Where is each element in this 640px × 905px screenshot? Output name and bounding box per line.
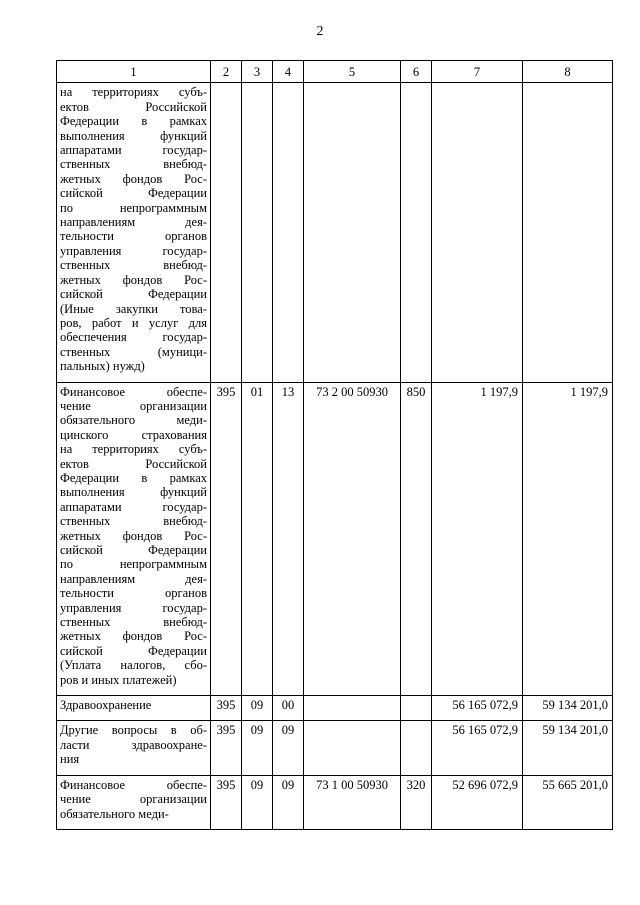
header-cell-6: 6: [401, 61, 432, 83]
section-cell: 01: [242, 382, 273, 696]
header-cell-8: 8: [523, 61, 613, 83]
section-cell: [242, 83, 273, 382]
description-line: ственных внебюд-: [60, 615, 207, 630]
table-body: [57, 83, 613, 830]
description-line: цинского страхования: [60, 427, 207, 442]
expense-type-cell: 320: [401, 775, 432, 829]
description-line: по непрограммным: [60, 557, 207, 572]
target-item-cell: [304, 721, 401, 775]
description-line: ров, работ и услуг для: [60, 315, 207, 330]
grbs-cell: [211, 83, 242, 382]
description-line: Финансовое обеспе-: [60, 777, 207, 792]
description-line: обязательного меди-: [60, 413, 207, 428]
amount-2-cell: 59 134 201,0: [523, 721, 613, 775]
amount-2-cell: [523, 83, 613, 382]
description-line: жетных фондов Рос-: [60, 629, 207, 644]
table-row: [57, 83, 613, 382]
grbs-cell: 395: [211, 382, 242, 696]
table-row: [57, 696, 613, 721]
description-line: ектов Российской: [60, 99, 207, 114]
target-item-cell: 73 1 00 50930: [304, 775, 401, 829]
description-line: сийской Федерации: [60, 287, 207, 302]
description-line: чение организации: [60, 792, 207, 807]
description-line: Федерации в рамках: [60, 470, 207, 485]
description-line: Финансовое обеспе-: [60, 384, 207, 399]
description-line: (Иные закупки това-: [60, 301, 207, 316]
description-line: ров и иных платежей): [60, 672, 177, 687]
description-line: по непрограммным: [60, 200, 207, 215]
description-line: обязательного меди-: [60, 806, 169, 821]
header-cell-1: 1: [57, 61, 211, 83]
table-row: [57, 382, 613, 696]
description-line: на территориях субъ-: [60, 442, 207, 457]
expense-type-cell: [401, 721, 432, 775]
amount-2-cell: 59 134 201,0: [523, 696, 613, 721]
header-cell-4: 4: [273, 61, 304, 83]
target-item-cell: [304, 696, 401, 721]
subsection-cell: 09: [273, 775, 304, 829]
header-cell-7: 7: [432, 61, 523, 83]
description-line: Здравоохранение: [60, 698, 152, 713]
description-cell: [57, 721, 211, 775]
page-number: 2: [316, 24, 324, 39]
grbs-cell: 395: [211, 696, 242, 721]
description-line: направлениям дея-: [60, 215, 207, 230]
expense-type-cell: [401, 83, 432, 382]
table-row: [57, 775, 613, 829]
description-line: чение организации: [60, 398, 207, 413]
description-line: сийской Федерации: [60, 543, 207, 557]
description-cell: [57, 696, 211, 721]
description-cell: [57, 775, 211, 829]
description-line: аппаратами государ-: [60, 143, 207, 158]
budget-table: [56, 60, 613, 830]
description-line: ственных (муници-: [60, 344, 207, 359]
amount-1-cell: 56 165 072,9: [432, 721, 523, 775]
description-line: Другие вопросы в об-: [60, 723, 207, 738]
description-line: жетных фондов Рос-: [60, 272, 207, 287]
section-cell: 09: [242, 721, 273, 775]
description-line: тельности органов: [60, 586, 207, 601]
expense-type-cell: [401, 696, 432, 721]
description-line: пальных) нужд): [60, 359, 145, 374]
amount-1-cell: [432, 83, 523, 382]
subsection-cell: [273, 83, 304, 382]
description-line: выполнения функций: [60, 485, 207, 500]
amount-1-cell: 52 696 072,9: [432, 775, 523, 829]
header-cell-2: 2: [211, 61, 242, 83]
description-line: жетных фондов Рос-: [60, 528, 207, 543]
table-header-row: [57, 61, 613, 83]
subsection-cell: 13: [273, 382, 304, 696]
description-line: сийской Федерации: [60, 186, 207, 201]
amount-1-cell: 1 197,9: [432, 382, 523, 696]
header-cell-3: 3: [242, 61, 273, 83]
description-line: обеспечения государ-: [60, 330, 207, 345]
amount-2-cell: 55 665 201,0: [523, 775, 613, 829]
description-line: на территориях субъ-: [60, 85, 207, 100]
subsection-cell: 09: [273, 721, 304, 775]
description-line: Федерации в рамках: [60, 114, 207, 129]
amount-2-cell: 1 197,9: [523, 382, 613, 696]
target-item-cell: 73 2 00 50930: [304, 382, 401, 696]
description-line: жетных фондов Рос-: [60, 171, 207, 186]
section-cell: 09: [242, 696, 273, 721]
description-line: ственных внебюд-: [60, 258, 207, 273]
section-cell: 09: [242, 775, 273, 829]
description-line: ственных внебюд-: [60, 514, 207, 529]
description-cell: [57, 83, 211, 382]
table-row: [57, 721, 613, 775]
grbs-cell: 395: [211, 775, 242, 829]
description-line: аппаратами государ-: [60, 499, 207, 514]
grbs-cell: 395: [211, 721, 242, 775]
description-line: сийской Федерации: [60, 643, 207, 658]
target-item-cell: [304, 83, 401, 382]
subsection-cell: 00: [273, 696, 304, 721]
description-line: ектов Российской: [60, 456, 207, 471]
description-line: ния: [60, 752, 80, 767]
expense-type-cell: 850: [401, 382, 432, 696]
description-line: (Уплата налогов, сбо-: [60, 658, 207, 673]
amount-1-cell: 56 165 072,9: [432, 696, 523, 721]
description-line: ственных внебюд-: [60, 157, 207, 172]
header-cell-5: 5: [304, 61, 401, 83]
description-line: управления государ-: [60, 243, 207, 258]
description-line: направлениям дея-: [60, 571, 207, 586]
description-line: тельности органов: [60, 229, 207, 244]
description-line: выполнения функций: [60, 128, 207, 143]
description-line: ласти здравоохране-: [60, 737, 207, 752]
description-line: управления государ-: [60, 600, 207, 615]
description-cell: [57, 382, 211, 696]
